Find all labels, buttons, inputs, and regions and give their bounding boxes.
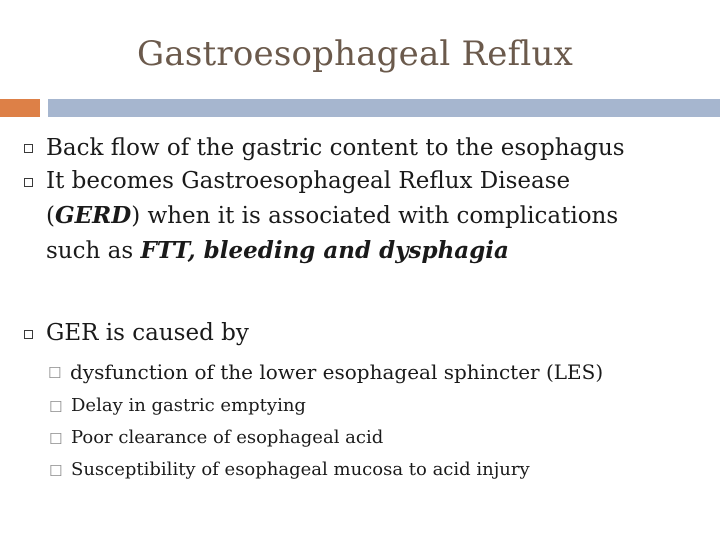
sub-bullet-text-1: dysfunction of the lower esophageal sphincter (LES) xyxy=(70,360,604,384)
bullet-text-1: Back flow of the gastric content to the esophagus xyxy=(46,135,625,161)
square-bullet-icon xyxy=(24,330,33,339)
bullet-text-2-line-3 xyxy=(46,235,509,267)
sub-bullet-icon: ☐ xyxy=(49,462,63,480)
sub-bullet-icon: ☐ xyxy=(49,430,63,448)
sub-bullet-text-3: Poor clearance of esophageal acid xyxy=(71,427,384,448)
sub-bullet-icon: ☐ xyxy=(48,364,62,382)
sub-bullet-icon: ☐ xyxy=(49,398,63,416)
square-bullet-icon xyxy=(24,178,33,187)
paren-open: ( xyxy=(46,203,55,229)
sub-bullet-text-2: Delay in gastric emptying xyxy=(71,395,306,416)
square-bullet-icon xyxy=(24,144,33,153)
complications-emphasis: FTT, bleeding and dysphagia xyxy=(140,237,509,264)
bullet-text-2-rest: ) when it is associated with complications xyxy=(131,203,619,229)
sub-bullet-text-4: Susceptibility of esophageal mucosa to acid injury xyxy=(71,459,530,480)
bullet-text-2-line-1: It becomes Gastroesophageal Reflux Disease xyxy=(46,168,571,194)
bullet-text-3: GER is caused by xyxy=(46,320,249,346)
bullet-text-2-line-2 xyxy=(46,200,618,232)
slide-title: Gastroesophageal Reflux xyxy=(137,34,573,74)
accent-bar-orange xyxy=(0,99,40,117)
gerd-term: GERD xyxy=(54,202,132,229)
bullet-text-2-prefix: such as xyxy=(46,238,141,264)
accent-bar-blue xyxy=(48,99,720,117)
